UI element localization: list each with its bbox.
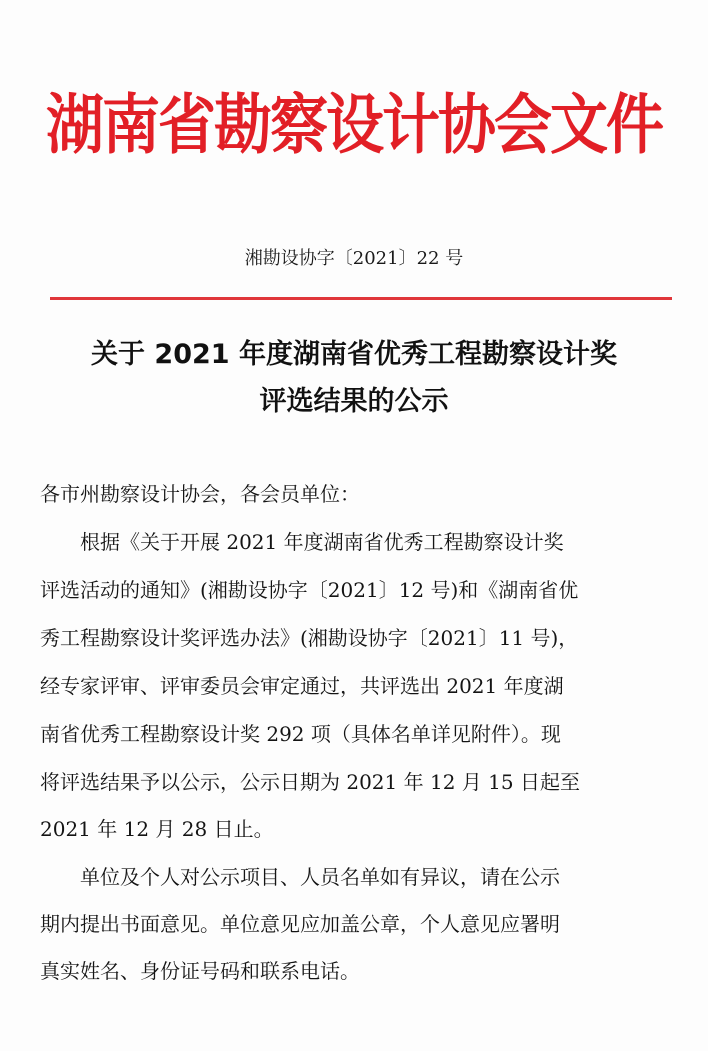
salutation: 各市州勘察设计协会，各会员单位： xyxy=(40,482,360,506)
red-divider-line xyxy=(50,297,672,300)
paragraph-1-line: 2021 年 12 月 28 日止。 xyxy=(40,817,274,841)
document-header-title: 湖南省勘察设计协会文件 xyxy=(45,86,662,163)
paragraph-1-line: 根据《关于开展 2021 年度湖南省优秀工程勘察设计奖 xyxy=(40,530,564,554)
notice-title-line-1: 关于 2021 年度湖南省优秀工程勘察设计奖 xyxy=(91,339,617,370)
paragraph-2-line: 期内提出书面意见。单位意见应加盖公章，个人意见应署明 xyxy=(40,912,560,936)
paragraph-1-line: 将评选结果予以公示，公示日期为 2021 年 12 月 15 日起至 xyxy=(40,770,580,794)
document-number: 湘勘设协字〔2021〕22 号 xyxy=(244,248,464,269)
notice-title-line-2: 评选结果的公示 xyxy=(259,386,449,417)
paragraph-1-line: 秀工程勘察设计奖评选办法》(湘勘设协字〔2021〕11 号)， xyxy=(40,626,579,650)
paragraph-1-line: 评选活动的通知》(湘勘设协字〔2021〕12 号)和《湖南省优 xyxy=(40,578,579,602)
paragraph-1-line: 经专家评审、评审委员会审定通过，共评选出 2021 年度湖 xyxy=(40,674,564,698)
paragraph-2-line: 真实姓名、身份证号码和联系电话。 xyxy=(40,959,360,983)
paragraph-2-line: 单位及个人对公示项目、人员名单如有异议，请在公示 xyxy=(40,865,560,889)
paragraph-1-line: 南省优秀工程勘察设计奖 292 项（具体名单详见附件）。现 xyxy=(40,722,561,746)
